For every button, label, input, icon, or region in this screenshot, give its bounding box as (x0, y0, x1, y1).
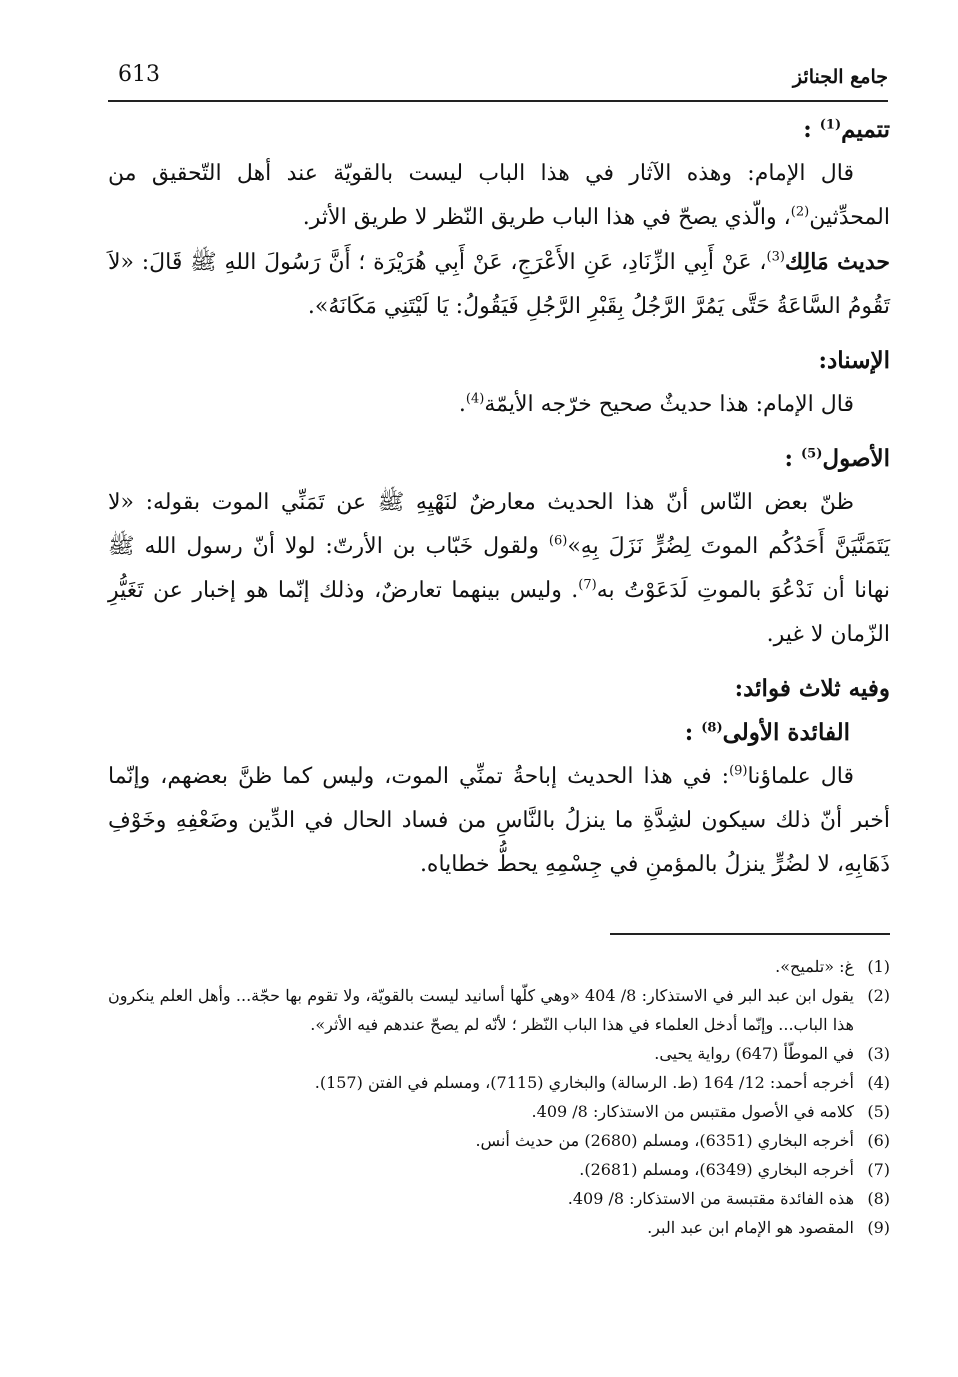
section-heading-faida-1 (108, 711, 890, 755)
main-text (108, 108, 890, 887)
footnote-item (108, 1126, 890, 1155)
footnote-item (108, 1155, 890, 1184)
footnote-ref[interactable]: (2) (790, 204, 810, 220)
footnote-number: (9) (867, 1218, 890, 1237)
paragraph-text: قال الإمام: وهذه الآثار في هذا الباب ليست بالقويّة عند أهل التّحقيق من المحدِّثين (108, 161, 890, 230)
section-heading-isnad: الإسناد: (818, 347, 890, 374)
paragraph-text: . (458, 392, 466, 417)
footnote-text: غ: «تلميح». (775, 957, 854, 976)
footnote-text: هذه الفائدة مقتبسة من الاستذكار: 8/ 409. (567, 1189, 854, 1208)
footnote-number: (8) (867, 1189, 890, 1208)
section-heading-fawaid: وفيه ثلاث فوائد: (734, 675, 890, 702)
hadith-text: ، عَنْ أَبِي الزِّنَادِ، عَنِ الأَعْرَجِ، عَنْ أَبِي هُرَيْرَة ؛ أَنَّ رَسُولَ اللهِ ﷺ قَالَ: «لاَ تَقُومُ السَّاعَةُ حَتَّى يَمُرَّ الرَّجُلُ بِقَبْرِ الرَّجُلِ فَيَقُولُ: يَا لَيْتَنِي مَكَانَهُ». (108, 250, 890, 319)
footnote-text: في الموطّأ (647) رواية يحيى. (654, 1044, 854, 1063)
footnote-ref[interactable]: (5) (801, 446, 823, 462)
section-heading-usul (108, 437, 890, 481)
running-head-title: جامع الجنائز (792, 66, 888, 88)
footnote-item (108, 952, 890, 981)
footnote-ref[interactable]: (1) (819, 117, 842, 133)
paragraph-text: قال علماؤنا (747, 764, 855, 789)
footnote-number: (1) (867, 957, 890, 976)
footnote-ref[interactable]: (4) (465, 391, 485, 407)
footnote-ref[interactable]: (3) (766, 249, 785, 265)
paragraph-isnad (108, 383, 890, 427)
footnote-item (108, 1097, 890, 1126)
footnote-ref[interactable]: (9) (729, 763, 748, 779)
footnote-text: أخرجه البخاري (6349)، ومسلم (2681). (579, 1160, 854, 1179)
paragraph-text: قال الإمام: هذا حديثٌ صحيح خرّجه الأيمّة (484, 392, 854, 417)
heading-colon: : (803, 116, 820, 143)
paragraph-text: : في هذا الحديث إباحةُ تمنِّي الموت، وليس كما ظنَّ بعضهم، وإنّما أخبر أنّ ذلك سيكون لشِدَّةِ ما ينزلُ بالنَّاسِ من فساد الحال في الدِّين وضَعْفِهِ وخَوْفِ ذَهَابِهِ، لا لضُرٍّ ينزلُ بالمؤمنِ في جِسْمِهِ يحطُّ خطاياه. (108, 764, 890, 877)
footnote-text: أخرجه البخاري (6351)، ومسلم (2680) من حديث أنس. (475, 1131, 854, 1150)
paragraph-text: ظنّ بعض النّاس أنّ هذا الحديث معارضٌ لنَهْيِهِ ﷺ عن تَمَنِّي الموت بقوله: «لا يَتَمَنَّيَنَّ أَحَدُكُم الموتَ لِضُرٍّ نَزَلَ بِهِ» (108, 490, 890, 559)
footnote-item (108, 1068, 890, 1097)
paragraph-hadith (108, 240, 890, 329)
paragraph-tatmim (108, 152, 890, 240)
footnote-item (108, 1039, 890, 1068)
section-heading-tatmim (108, 108, 890, 152)
footnote-item (108, 1213, 890, 1242)
footnote-number: (3) (867, 1044, 890, 1063)
paragraph-usul (108, 481, 890, 657)
heading-text: الفائدة الأولى (722, 719, 850, 746)
footnote-number: (4) (867, 1073, 890, 1092)
hadith-lead: حديث مَالِك (784, 249, 891, 275)
footnote-ref[interactable]: (7) (578, 577, 597, 593)
footnotes (108, 952, 890, 1242)
footnote-number: (7) (867, 1160, 890, 1179)
paragraph-text: ، والّذي يصحّ في هذا الباب طريق النّظر لا طريق الأثر. (302, 205, 791, 230)
footnote-number: (6) (867, 1131, 890, 1150)
footnote-number: (2) (867, 986, 890, 1005)
footnote-text: كلامه في الأصول مقتبس من الاستذكار: 8/ 409. (531, 1102, 854, 1121)
footnote-text: يقول ابن عبد البر في الاستذكار: 8/ 404 «وهي كلّها أسانيد ليست بالقويّة، ولا تقوم بها حجّة... وأهل العلم ينكرون هذا الباب... وإنّما أدخل العلماء في هذا الباب النّظر ؛ لأنّه لم يصحّ عندهم فيه الأثر». (108, 986, 854, 1034)
heading-colon: : (684, 719, 702, 746)
footnote-text: أخرجه أحمد: 12/ 164 (ط. الرسالة) والبخاري (7115)، ومسلم في الفتن (157). (314, 1073, 854, 1092)
heading-text: الأصول (822, 445, 890, 472)
footnote-text: المقصود هو الإمام ابن عبد البر. (647, 1218, 854, 1237)
paragraph-faida-1 (108, 755, 890, 887)
footnote-item (108, 981, 890, 1039)
footnote-separator (610, 933, 890, 935)
footnote-number: (5) (867, 1102, 890, 1121)
heading-colon: : (784, 445, 801, 472)
running-head (108, 60, 888, 102)
footnote-ref[interactable]: (8) (701, 720, 723, 736)
heading-text: تتميم (841, 116, 890, 143)
paragraph-text: . وليس بينهما تعارضٌ، وذلك إنّما هو إخبار عن تَغَيُّرِ الزّمان لا غير. (108, 578, 890, 647)
paragraph-text: ولقول خَبّاب بن الأرتّ: لولا أنّ رسول الله ﷺ نهانا أن نَدْعُوَ بالموتِ لَدَعَوْتُ به (108, 534, 890, 603)
page-number: 613 (118, 62, 160, 87)
footnote-item (108, 1184, 890, 1213)
footnote-ref[interactable]: (6) (548, 533, 568, 549)
